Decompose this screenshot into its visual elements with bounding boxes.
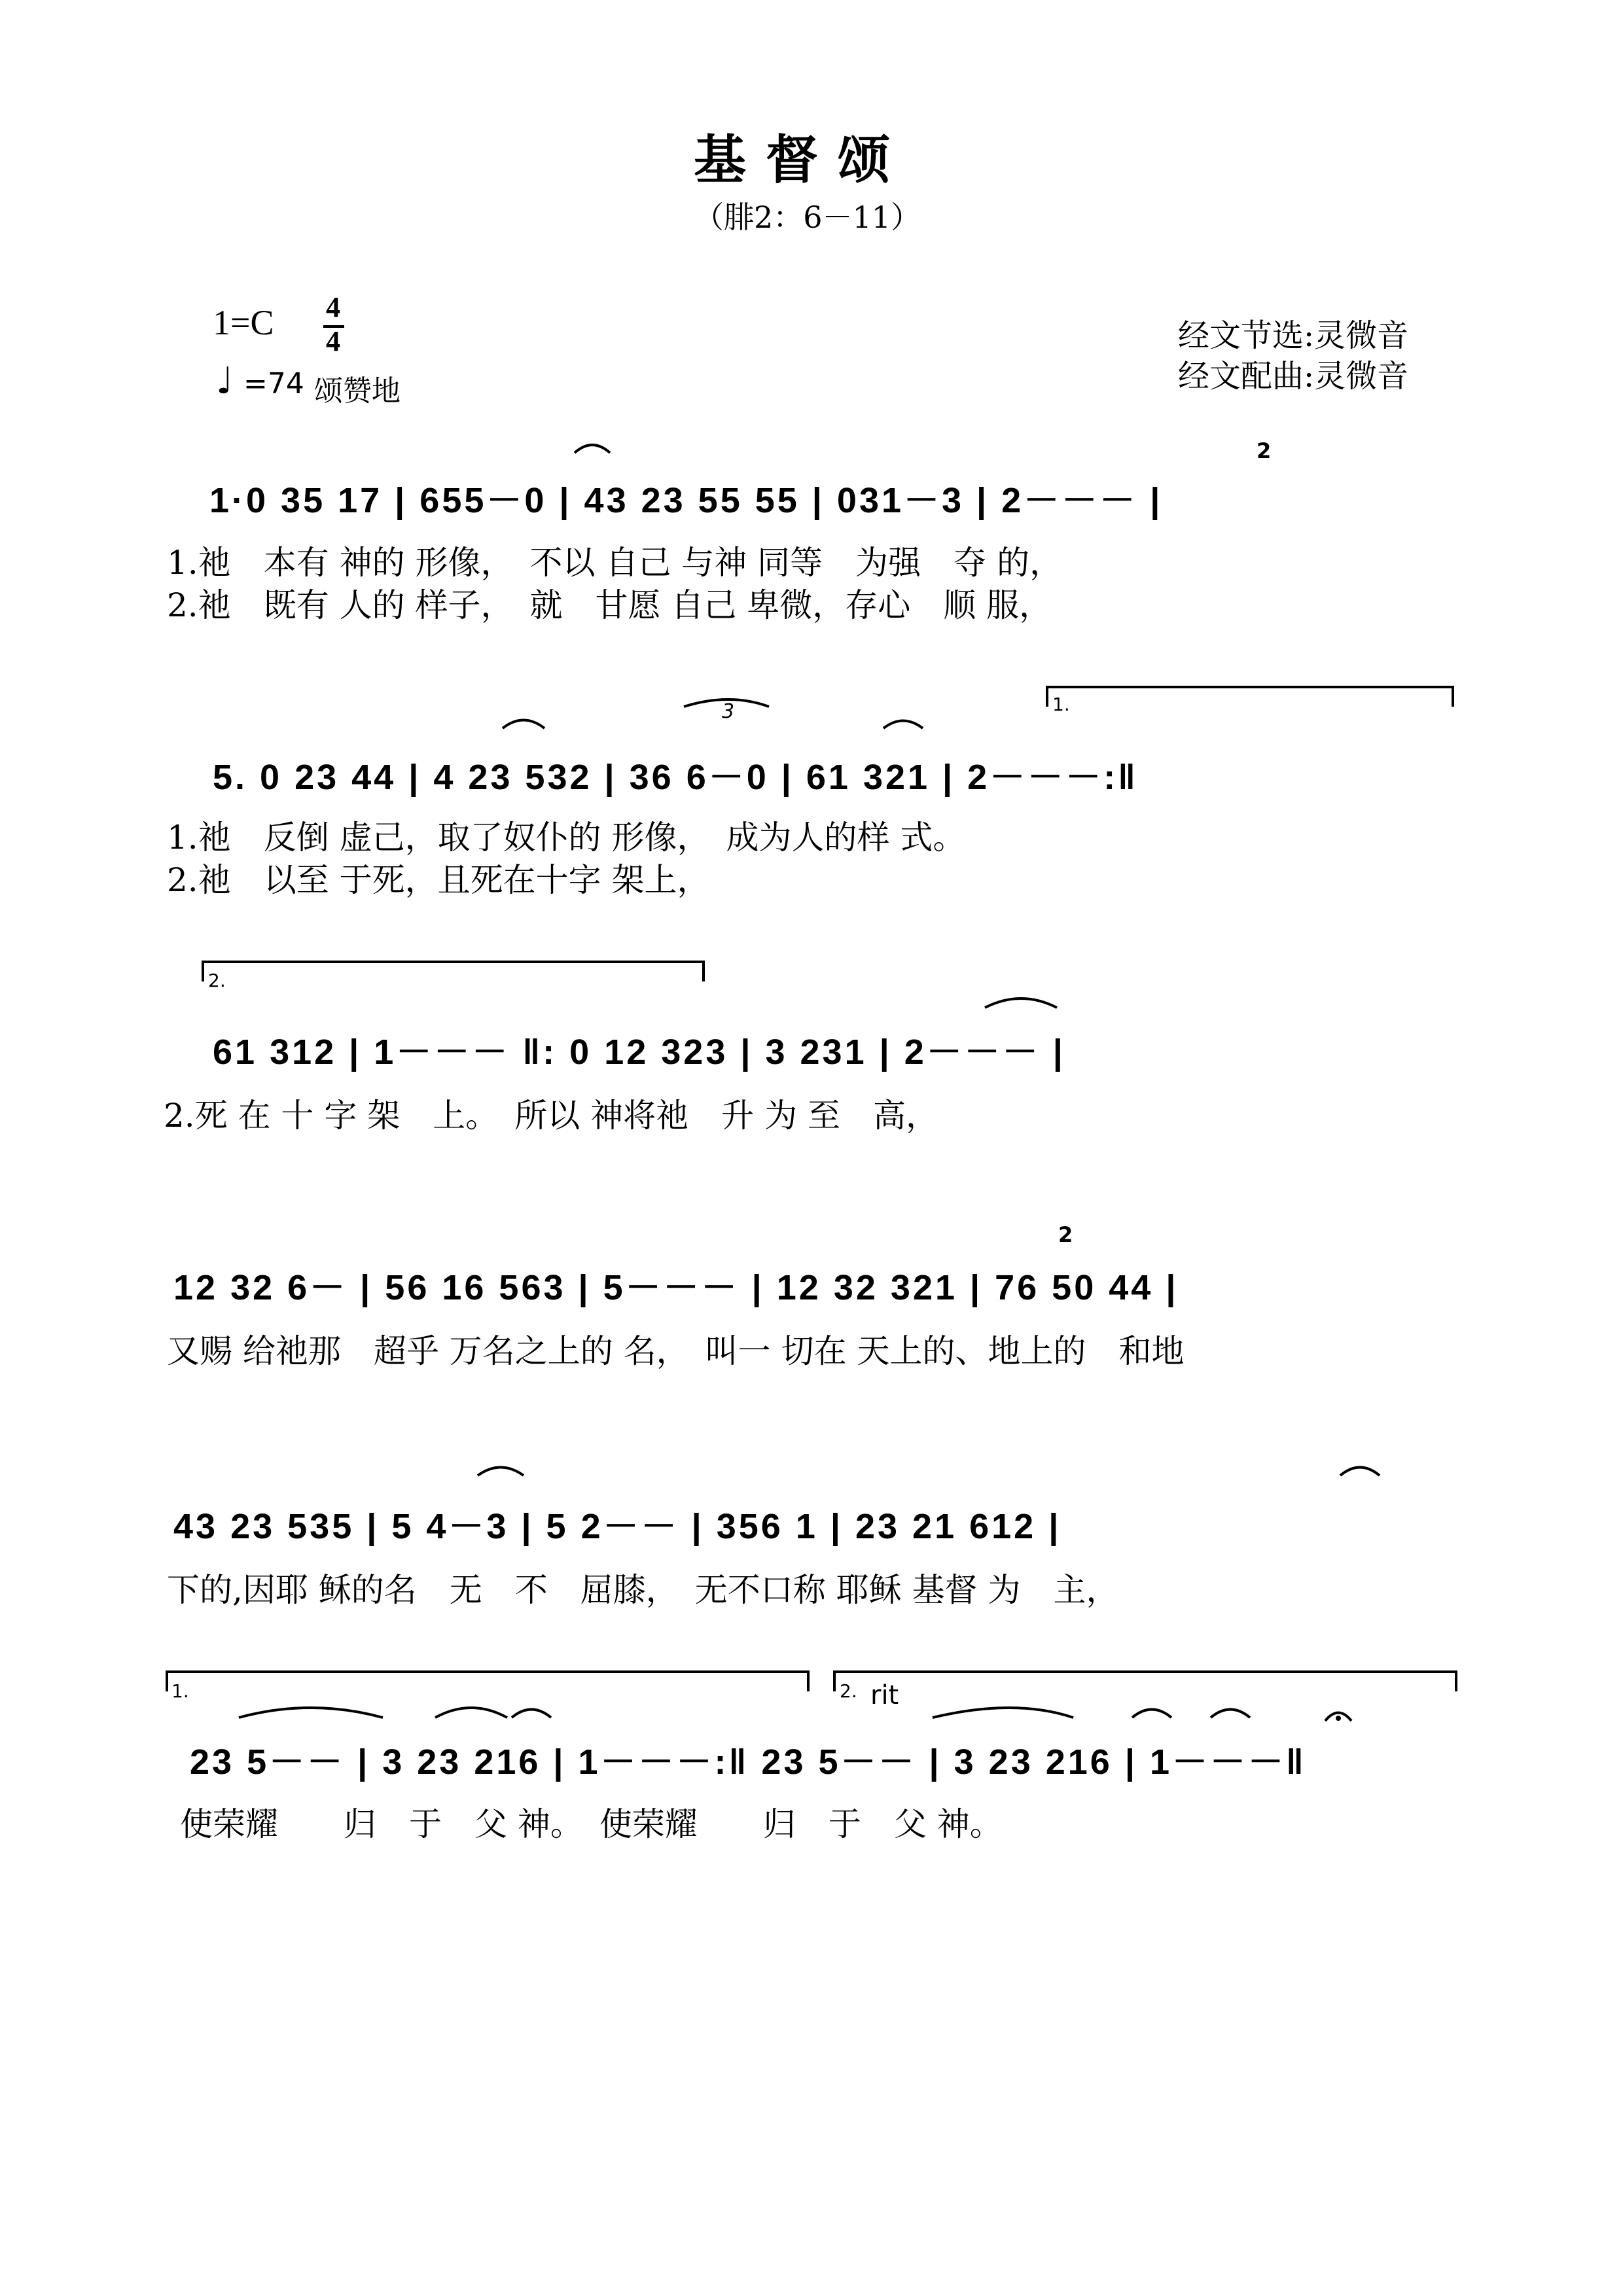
tie-1: [575, 445, 610, 453]
lyrics-line-2-verse-2: 2.祂 以至 于死，且死在十字 架上，: [167, 861, 710, 899]
tie-7: [933, 1708, 1073, 1718]
lyrics-credit: 经文节选:灵微音: [1178, 317, 1409, 354]
tie-4: [985, 998, 1057, 1008]
notation-line-4: 12 32 6－ | 56 16 563 | 5－－－ | 12 32 321 | 76 50 44 |: [173, 1268, 1179, 1307]
volta-bracket-4: [834, 1672, 1456, 1691]
tie-10: [435, 1708, 507, 1718]
time-signature-top: 4: [326, 291, 340, 323]
tie-12: [512, 1710, 551, 1718]
notation-line-5: 43 23 535 | 5 4－3 | 5 2－－ | 356 1 | 23 21 612 |: [173, 1507, 1061, 1546]
notation-line-3: 61 312 | 1－－－ ‖: 0 12 323 | 3 231 | 2－－－ |: [213, 1033, 1065, 1072]
notation-line-1: 1·0 35 17 | 655－0 | 43 23 55 55 | 031－3 | 2－－－ |: [209, 481, 1163, 520]
lyrics-line-5: 下的,因耶 稣的名 无 不 屈膝， 无不口称 耶稣 基督 为 主，: [167, 1571, 1119, 1609]
volta-bracket-1: [1047, 687, 1453, 707]
grace-note: 2: [1257, 438, 1272, 463]
tie-8: [1132, 1710, 1171, 1718]
lyrics-line-1-verse-1: 1.祂 本有 神的 形像， 不以 自己 与神 同等 为强 夺 的，: [167, 544, 1063, 582]
tie-9: [1211, 1710, 1250, 1718]
notation-line-6: 23 5－－ | 3 23 216 | 1－－－:‖ 23 5－－ | 3 23 216 | 1－－－‖: [190, 1742, 1306, 1782]
lyrics-line-2-verse-1: 1.祂 反倒 虚己，取了奴仆的 形像， 成为人的样 式。: [167, 819, 966, 857]
tie-2: [503, 720, 544, 729]
scripture-reference: （腓2：6－11）: [694, 200, 921, 235]
tempo-expression: 颂赞地: [314, 374, 401, 408]
tie-6: [1340, 1468, 1380, 1476]
volta-1-label: 1.: [1052, 694, 1070, 715]
tie-3: [883, 721, 923, 729]
triplet-mark: 3: [722, 700, 735, 723]
ritardando-mark: rit: [870, 1680, 899, 1710]
lyrics-line-1-verse-2: 2.祂 既有 人的 样子， 就 甘愿 自己 卑微，存心 顺 服，: [167, 586, 1052, 624]
tempo-mark: =74: [243, 367, 304, 400]
lyrics-line-6: 使荣耀 归 于 父 神。 使荣耀 归 于 父 神。: [180, 1805, 1003, 1843]
volta-2-label: 2.: [208, 970, 226, 991]
music-credit: 经文配曲:灵微音: [1178, 358, 1409, 395]
time-signature-bottom: 4: [326, 325, 340, 357]
fermata-dot: [1336, 1716, 1341, 1721]
volta-bracket-2: [203, 962, 704, 981]
quarter-note-icon: ♩: [216, 360, 234, 402]
triplet-bracket: [684, 699, 769, 707]
volta-2-label-end: 2.: [840, 1680, 857, 1702]
page-title: 基督颂: [694, 129, 910, 190]
tie-11: [239, 1708, 383, 1718]
volta-1-label-end: 1.: [171, 1680, 189, 1702]
notation-line-2: 5. 0 23 44 | 4 23 532 | 36 6－0 | 61 321 | 2－－－:‖: [213, 758, 1139, 797]
lyrics-line-3: 2.死 在 十 字 架 上。 所以 神将祂 升 为 至 高，: [164, 1097, 938, 1135]
key-signature: 1=C: [213, 303, 274, 342]
volta-bracket-3: [167, 1672, 808, 1691]
grace-note-2: 2: [1058, 1222, 1073, 1247]
lyrics-line-4: 又赐 给祂那 超乎 万名之上的 名， 叫一 切在 天上的、地上的 和地: [167, 1332, 1185, 1370]
tie-5: [478, 1468, 524, 1476]
